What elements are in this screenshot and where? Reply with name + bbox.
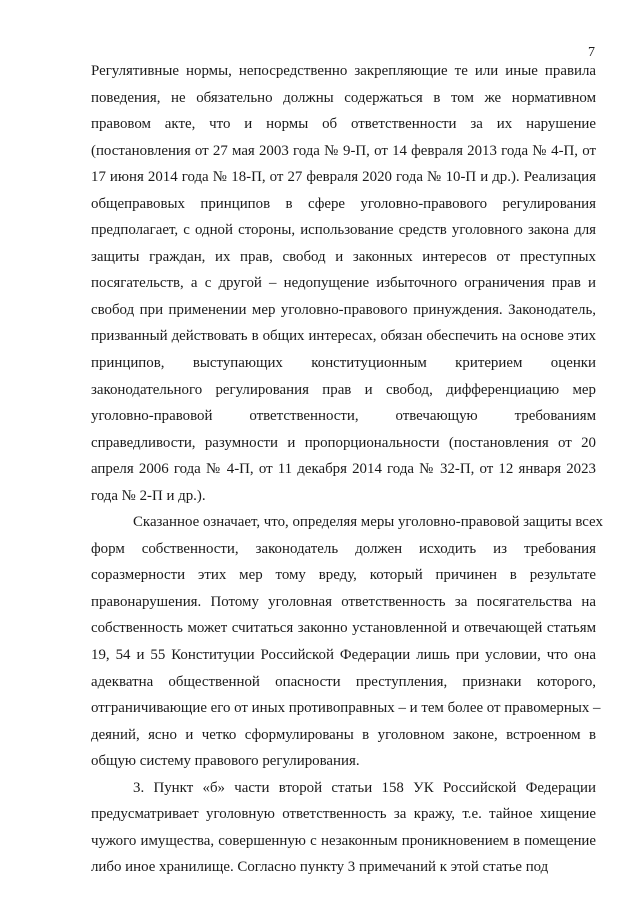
text-line: общеправовых принципов в сфере уголовно-правового регулирования (91, 195, 596, 212)
page-number: 7 (588, 45, 595, 60)
text-line: уголовно-правовой ответственности, отвечающую требованиям (91, 408, 596, 425)
text-line: принципов, выступающих конституционным критерием оценки (91, 355, 596, 372)
text-line: посягательств, а с другой – недопущение избыточного ограничения прав и (91, 275, 596, 292)
text-line: года № 2-П и др.). (91, 487, 206, 504)
text-line: правонарушения. Потому уголовная ответственность за посягательства на (91, 593, 596, 610)
text-line: чужого имущества, совершенную с незаконным проникновением в помещение (91, 832, 596, 849)
paragraph (91, 775, 596, 881)
text-line: призванный действовать в общих интересах, обязан обеспечить на основе этих (91, 328, 596, 345)
text-line: форм собственности, законодатель должен исходить из требования (91, 540, 596, 557)
text-line: поведения, не обязательно должны содержаться в том же нормативном (91, 89, 596, 106)
text-line: Регулятивные нормы, непосредственно закрепляющие те или иные правила (91, 63, 596, 79)
document-body (91, 58, 603, 881)
text-line: 19, 54 и 55 Конституции Российской Федерации лишь при условии, что она (91, 647, 596, 664)
paragraph (91, 58, 596, 509)
text-line: 3. Пункт «б» части второй статьи 158 УК Российской Федерации (133, 779, 596, 796)
text-line: предполагает, с одной стороны, использование средств уголовного закона для (91, 222, 596, 239)
paragraph (91, 509, 603, 774)
text-line: отграничивающие его от иных противоправных – и тем более от правомерных – (91, 700, 601, 717)
text-line: апреля 2006 года № 4-П, от 11 декабря 2014 года № 32-П, от 12 января 2023 (91, 461, 596, 478)
text-line: 17 июня 2014 года № 18-П, от 27 февраля 2020 года № 10-П и др.). Реализация (91, 169, 596, 186)
text-line: защиты граждан, их прав, свобод и законных интересов от преступных (91, 248, 596, 265)
text-line: предусматривает уголовную ответственность за кражу, т.е. тайное хищение (91, 806, 596, 823)
text-line: правовом акте, что и нормы об ответственности за их нарушение (91, 116, 596, 133)
text-line: либо иное хранилище. Согласно пункту 3 примечаний к этой статье под (91, 859, 549, 876)
text-line: собственность может считаться законно установленной и отвечающей статьям (91, 620, 596, 637)
text-line: деяний, ясно и четко сформулированы в уголовном законе, встроенном в (91, 726, 596, 743)
text-line: (постановления от 27 мая 2003 года № 9-П, от 14 февраля 2013 года № 4-П, от (91, 142, 596, 159)
text-line: свобод при применении мер уголовно-правового принуждения. Законодатель, (91, 301, 596, 318)
text-line: законодательного регулирования прав и свобод, дифференциацию мер (91, 381, 596, 398)
text-line: справедливости, разумности и пропорциональности (постановления от 20 (91, 434, 596, 451)
text-line: Сказанное означает, что, определяя меры уголовно-правовой защиты всех (133, 514, 603, 531)
text-line: соразмерности этих мер тому вреду, который причинен в результате (91, 567, 596, 584)
text-line: адекватна общественной опасности преступления, признаки которого, (91, 673, 596, 690)
text-line: общую систему правового регулирования. (91, 753, 360, 770)
